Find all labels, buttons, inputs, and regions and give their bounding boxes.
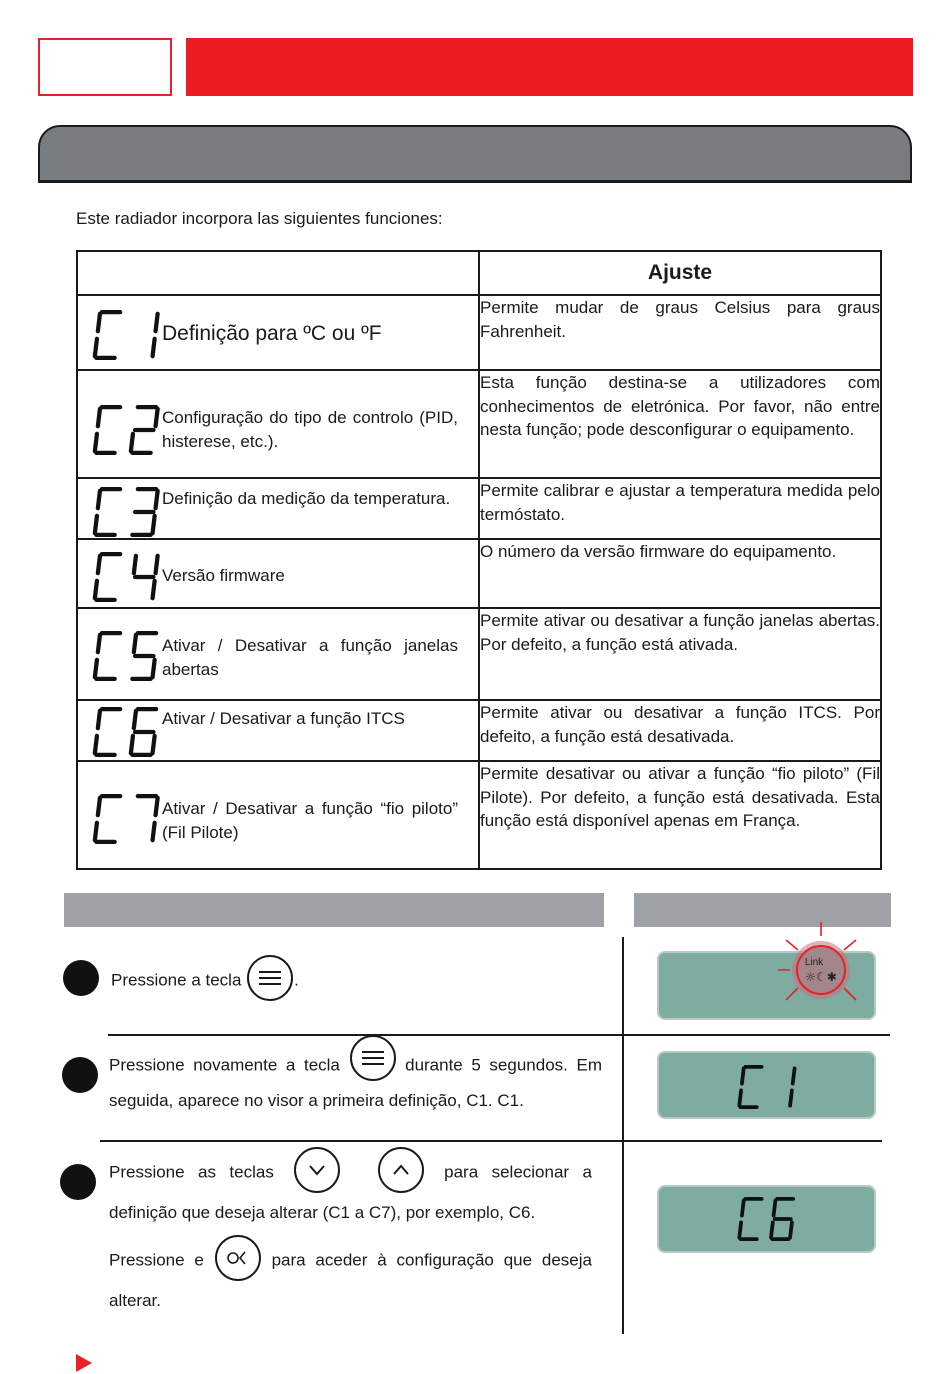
seven-segment-code	[92, 310, 172, 360]
steps-header-bar	[64, 893, 604, 927]
row-left-cell	[77, 761, 479, 869]
page-number-box	[38, 38, 172, 96]
menu-key-icon	[349, 1034, 397, 1089]
table-row	[77, 761, 881, 869]
step-text-part: durante 5 segundos. Em seguida, aparece no visor a primeira definição, C1. C1.	[109, 1055, 602, 1110]
row-label: Ativar / Desativar a função ITCS	[162, 709, 405, 728]
seven-segment-code	[92, 794, 172, 844]
step-3a-text	[109, 1146, 592, 1224]
step-text-part: Pressione a tecla	[111, 970, 242, 990]
step-text-part: Pressione e	[109, 1250, 204, 1270]
step-text-part: .	[294, 970, 299, 990]
step-1-bullet	[63, 960, 99, 996]
row-label: Ativar / Desativar a função “fio piloto” (Fil Pilote)	[162, 799, 458, 842]
row-desc: Permite mudar de graus Celsius para graus Fahrenheit.	[479, 295, 881, 370]
down-key-icon	[293, 1146, 341, 1201]
step-text-part: para aceder à configuração que deseja alterar.	[109, 1250, 592, 1310]
arrow-right-icon	[76, 1354, 92, 1372]
seven-segment-code	[92, 405, 172, 455]
ok-key-icon	[214, 1234, 262, 1289]
link-button-icon	[778, 922, 864, 1008]
row-desc: Permite calibrar e ajustar a temperatura medida pelo termóstato.	[479, 478, 881, 539]
lcd-code	[737, 1197, 807, 1246]
step-3-bullet	[60, 1164, 96, 1200]
table-header-row	[77, 251, 881, 295]
row-desc: Permite ativar ou desativar a função ITCS. Por defeito, a função está desativada.	[479, 700, 881, 761]
row-desc: Permite ativar ou desativar a função janelas abertas. Por defeito, a função está ativada.	[479, 608, 881, 700]
step-2-bullet	[62, 1057, 98, 1093]
row-desc: Permite desativar ou ativar a função “fio piloto” (Fil Pilote). Por defeito, a função está desativada. Esta função está disponível apenas em França.	[479, 761, 881, 869]
menu-key-icon	[246, 954, 294, 1009]
link-label: Link	[804, 957, 824, 968]
svg-text:☼☾✱: ☼☾✱	[805, 970, 837, 984]
row-desc: Esta função destina-se a utilizadores com conhecimentos de eletrónica. Por favor, não entre nesta função; pode desconfigurar o equipamento.	[479, 370, 881, 478]
row-label: Ativar / Desativar a função janelas abertas	[162, 636, 458, 679]
step-divider	[100, 1140, 882, 1142]
row-desc: O número da versão firmware do equipamento.	[479, 539, 881, 608]
header-left-cell	[77, 251, 479, 295]
step-3b-text	[109, 1234, 592, 1312]
table-row	[77, 539, 881, 608]
functions-table	[76, 250, 882, 870]
step-1-text	[111, 954, 411, 1009]
row-left-cell	[77, 295, 479, 370]
step-text-part: para selecionar a definição que deseja alterar (C1 a C7), por exemplo, C6.	[109, 1162, 592, 1222]
seven-segment-code	[92, 552, 172, 602]
table-row	[77, 370, 881, 478]
header-red-bar	[186, 38, 913, 96]
row-label: Versão firmware	[162, 566, 285, 585]
table-row	[77, 478, 881, 539]
seven-segment-code	[92, 631, 172, 681]
header-ajuste: Ajuste	[479, 251, 881, 295]
row-label: Definição da medição da temperatura.	[162, 489, 451, 508]
lcd-code	[737, 1065, 807, 1114]
row-left-cell	[77, 700, 479, 761]
step-divider	[108, 1034, 890, 1036]
row-label: Definição para ºC ou ºF	[162, 322, 382, 345]
row-left-cell	[77, 370, 479, 478]
row-label: Configuração do tipo de controlo (PID, histerese, etc.).	[162, 408, 458, 451]
table-row	[77, 608, 881, 700]
seven-segment-code	[92, 707, 172, 757]
lcd-display-3	[657, 1185, 876, 1253]
step-text-part: Pressione novamente a tecla	[109, 1055, 340, 1075]
step-2-text	[109, 1044, 602, 1112]
lcd-display-2	[657, 1051, 876, 1119]
table-row	[77, 700, 881, 761]
row-left-cell	[77, 539, 479, 608]
step-text-part: Pressione as teclas	[109, 1162, 274, 1182]
column-divider	[622, 937, 624, 1334]
intro-text: Este radiador incorpora las siguientes funciones:	[76, 209, 443, 228]
up-key-icon	[377, 1146, 425, 1201]
table-row	[77, 295, 881, 370]
row-left-cell	[77, 608, 479, 700]
row-left-cell	[77, 478, 479, 539]
seven-segment-code	[92, 487, 172, 537]
section-title-bar	[38, 125, 912, 183]
